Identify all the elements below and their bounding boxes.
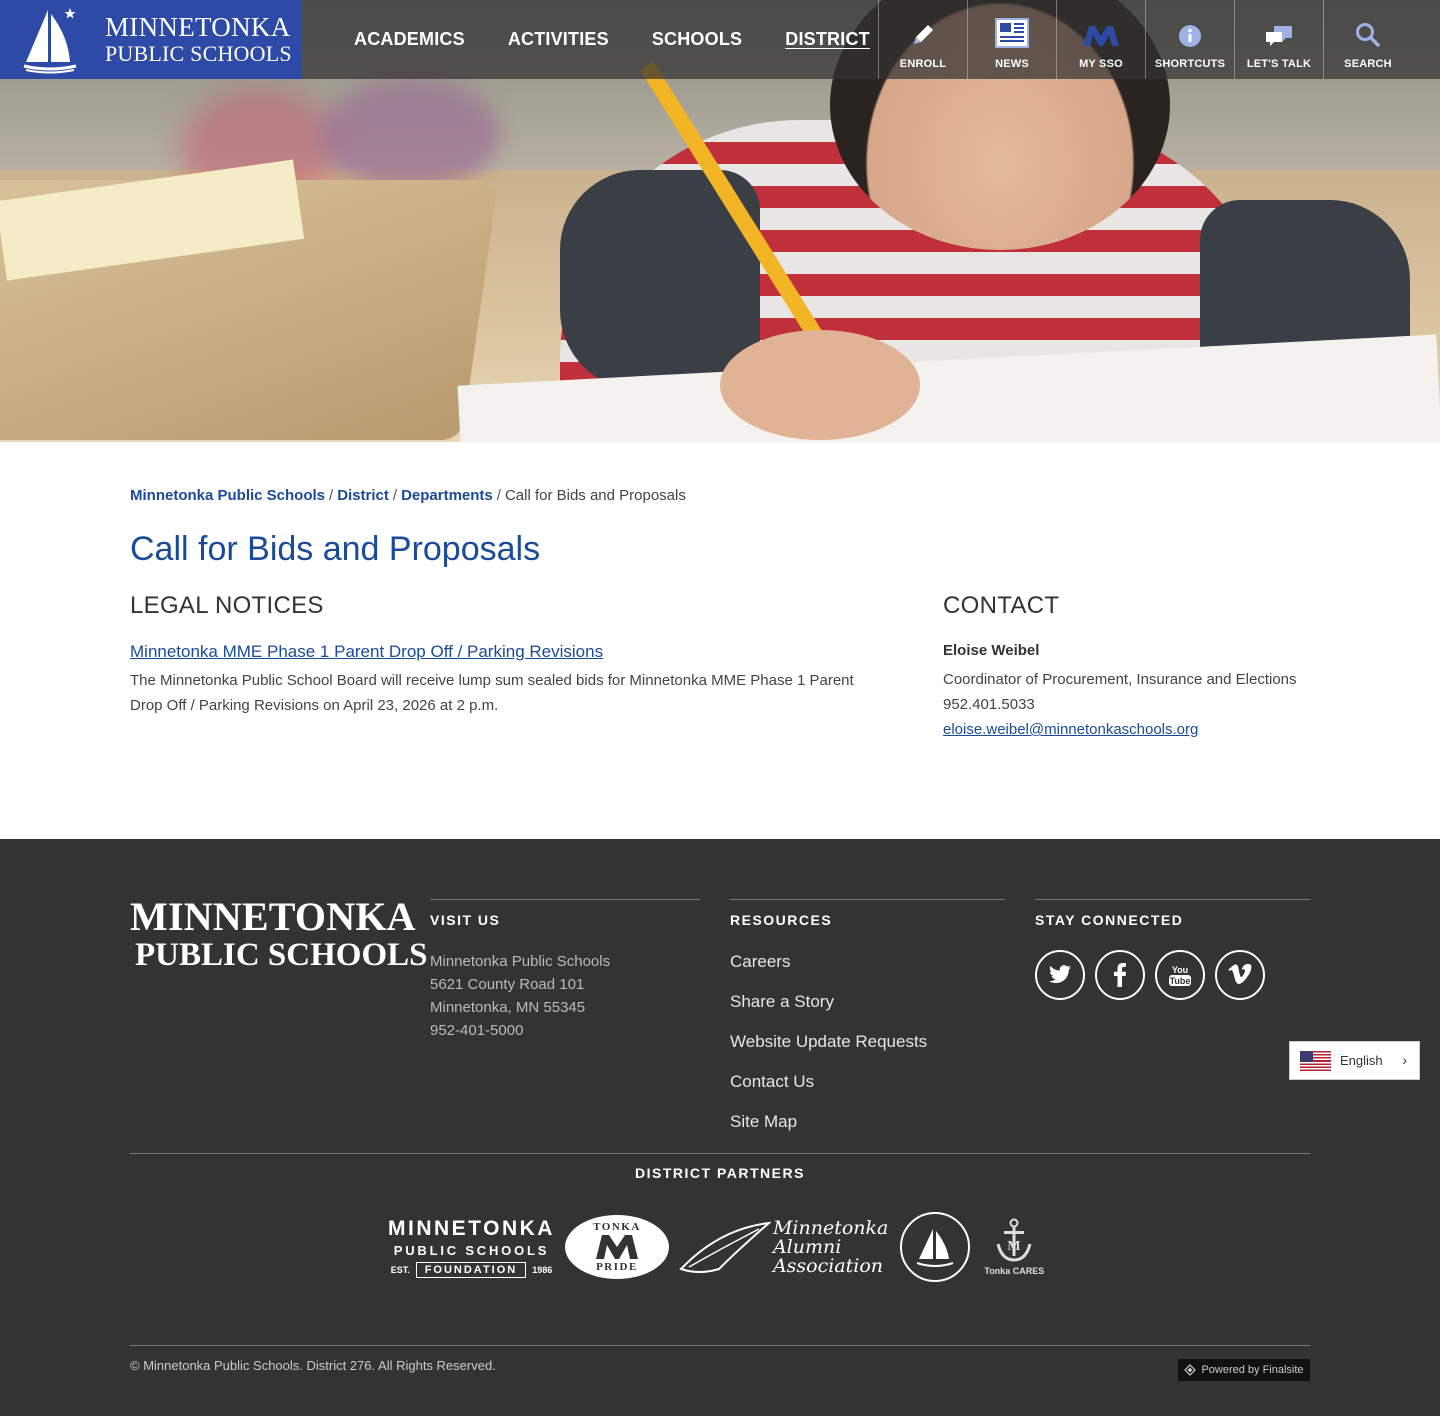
quick-link-label: LET'S TALK [1246, 58, 1312, 70]
social-facebook-link[interactable] [1095, 950, 1145, 1000]
contact-email-link[interactable]: eloise.weibel@minnetonkaschools.org [943, 721, 1199, 738]
copyright-text: © Minnetonka Public Schools. District 276. All Rights Reserved. [130, 1358, 496, 1373]
legal-notices-heading: LEGAL NOTICES [130, 592, 324, 619]
quick-link-label: MY SSO [1079, 58, 1123, 70]
pencil-icon [910, 22, 936, 48]
nav-academics[interactable]: ACADEMICS [354, 29, 465, 49]
foundation-est: EST. [390, 1264, 410, 1275]
footer-phone: 952-401-5000 [430, 1022, 524, 1039]
m-logo-icon [1081, 24, 1121, 48]
youtube-icon [1167, 962, 1193, 988]
foundation-line-1: MINNETONKA [388, 1216, 555, 1240]
partner-foundation-logo[interactable] [388, 1217, 555, 1278]
m-logo-icon [594, 1233, 640, 1261]
site-header [0, 0, 1440, 79]
hero-background-blur [320, 80, 500, 190]
logo-line-2: PUBLIC SCHOOLS [105, 41, 292, 66]
foundation-word: FOUNDATION [416, 1262, 527, 1278]
legal-notice-link[interactable]: Minnetonka MME Phase 1 Parent Drop Off / Parking Revisions [130, 642, 604, 661]
alumni-line-1: Minnetonka [772, 1216, 889, 1239]
alumni-line-2: Alumni [772, 1235, 842, 1258]
breadcrumb-current: Call for Bids and Proposals [504, 487, 686, 504]
breadcrumb [130, 487, 686, 504]
footer-link-share-a-story[interactable]: Share a Story [730, 992, 834, 1011]
breadcrumb-separator: / [392, 487, 398, 504]
footer-visit-heading: VISIT US [430, 912, 501, 928]
alumni-line-3: Association [772, 1254, 884, 1277]
quick-link-my-sso[interactable] [1056, 0, 1145, 79]
footer-address-city: Minnetonka, MN 55345 [430, 999, 586, 1016]
info-icon [1178, 24, 1202, 48]
partner-tonka-pride-logo[interactable] [565, 1215, 669, 1279]
svg-text:You: You [1171, 965, 1189, 975]
logo-line-1: MINNETONKA [105, 12, 291, 42]
breadcrumb-link[interactable]: Minnetonka Public Schools [130, 487, 326, 504]
quick-links [878, 0, 1412, 79]
breadcrumb-link[interactable]: District [337, 487, 389, 504]
sailboat-logo-icon [22, 6, 80, 74]
partners-heading: DISTRICT PARTNERS [635, 1165, 805, 1181]
contact-section [943, 592, 1323, 742]
chevron-right-icon: › [1402, 1052, 1407, 1068]
breadcrumb-separator: / [496, 487, 501, 504]
nav-schools[interactable]: SCHOOLS [651, 29, 743, 49]
footer-link-site-map[interactable]: Site Map [730, 1112, 798, 1131]
us-flag-icon [1300, 1051, 1331, 1071]
sailboat-icon [915, 1225, 955, 1269]
anchor-icon [994, 1218, 1034, 1264]
footer-link-careers[interactable]: Careers [730, 952, 791, 971]
pride-bottom-text: PRIDE [596, 1261, 638, 1273]
social-vimeo-link[interactable] [1215, 950, 1265, 1000]
footer-link-contact-us[interactable]: Contact Us [730, 1072, 815, 1091]
breadcrumb-separator: / [329, 487, 334, 504]
foundation-line-2: PUBLIC SCHOOLS [393, 1242, 550, 1258]
language-selected: English [1340, 1053, 1383, 1068]
hero-child-hand [720, 330, 920, 440]
footer-stay-connected-heading: STAY CONNECTED [1035, 912, 1184, 928]
quick-link-shortcuts[interactable] [1145, 0, 1234, 79]
svg-text:M: M [1007, 1239, 1021, 1254]
partner-community-education-logo[interactable] [900, 1212, 970, 1282]
footer-resources-heading: RESOURCES [730, 912, 833, 928]
footer-stay-connected [1035, 899, 1310, 1000]
district-partners [388, 1211, 1044, 1283]
quick-link-label: SEARCH [1344, 58, 1392, 70]
nav-district[interactable]: DISTRICT [785, 29, 870, 49]
partner-alumni-association-logo[interactable] [679, 1216, 889, 1277]
footer-resources [730, 899, 1005, 1150]
legal-notice-description: The Minnetonka Public School Board will receive lump sum sealed bids for Minnetonka MME Phase 1 Parent Drop Off / Parking Revisions on April 23, 2026 at 2 p.m. [130, 672, 854, 714]
language-selector[interactable] [1289, 1041, 1420, 1080]
partners-divider [130, 1153, 1310, 1154]
quick-link-search[interactable] [1323, 0, 1412, 79]
site-footer [0, 839, 1440, 1416]
copyright-divider [130, 1345, 1310, 1346]
contact-role: Coordinator of Procurement, Insurance and Elections [943, 671, 1297, 688]
foundation-year: 1986 [532, 1264, 553, 1275]
svg-text:Tube: Tube [1169, 976, 1191, 986]
footer-address-name: Minnetonka Public Schools [430, 953, 611, 970]
social-twitter-link[interactable] [1035, 950, 1085, 1000]
alumni-wordmark [772, 1216, 889, 1277]
main-nav [354, 0, 913, 79]
breadcrumb-link[interactable]: Departments [401, 487, 493, 504]
powered-by-label: Powered by Finalsite [1201, 1364, 1304, 1376]
contact-phone: 952.401.5033 [943, 696, 1035, 713]
quick-link-label: ENROLL [899, 58, 947, 70]
pride-top-text: TONKA [593, 1221, 641, 1233]
site-logo[interactable] [0, 0, 302, 79]
facebook-icon [1113, 963, 1127, 987]
twitter-icon [1048, 965, 1072, 985]
footer-visit-us [430, 899, 700, 1042]
chat-bubbles-icon [1264, 24, 1294, 48]
quick-link-enroll[interactable] [878, 0, 967, 79]
vimeo-icon [1228, 964, 1252, 986]
footer-logo[interactable] [130, 894, 428, 973]
foundation-line-3 [388, 1262, 555, 1278]
contact-heading: CONTACT [943, 592, 1060, 619]
logo-wordmark [105, 14, 292, 65]
legal-notice-item [130, 642, 890, 718]
page-title: Call for Bids and Proposals [130, 530, 541, 568]
search-icon [1355, 22, 1381, 48]
nav-activities[interactable]: ACTIVITIES [507, 29, 609, 49]
footer-address-street: 5621 County Road 101 [430, 976, 585, 993]
footer-link-website-update-requests[interactable]: Website Update Requests [730, 1032, 928, 1051]
quick-link-label: SHORTCUTS [1154, 58, 1226, 70]
contact-name: Eloise Weibel [943, 642, 1040, 659]
cares-label: Tonka CARES [984, 1266, 1045, 1276]
partner-tonka-cares-logo[interactable] [984, 1218, 1044, 1276]
finalsite-logo-icon [1184, 1364, 1196, 1376]
quick-link-lets-talk[interactable] [1234, 0, 1323, 79]
newspaper-icon [995, 18, 1029, 48]
quick-link-label: NEWS [995, 58, 1029, 70]
leaf-swoosh-icon [679, 1219, 771, 1275]
social-links [1035, 950, 1310, 1000]
social-youtube-link[interactable] [1155, 950, 1205, 1000]
footer-logo-line-1: MINNETONKA [130, 894, 416, 939]
powered-by-finalsite-link[interactable] [1178, 1359, 1310, 1381]
quick-link-news[interactable] [967, 0, 1056, 79]
footer-logo-line-2: PUBLIC SCHOOLS [135, 937, 428, 973]
legal-notices-section [130, 592, 890, 718]
